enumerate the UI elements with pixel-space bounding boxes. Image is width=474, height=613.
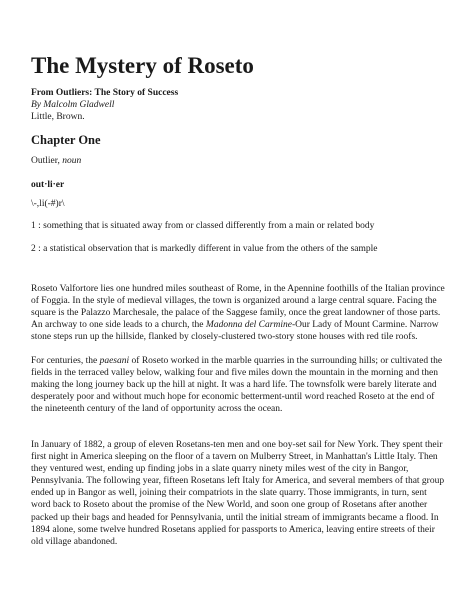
paragraph-2-text-b: of Roseto worked in the marble quarries in the surrounding hills; or cultivated the fields in the terraced valley below, walking four and five miles down the mountain in the morning and then making the long journey back up the hill at night. It was a hard life. The townsfolk were barely literate and desperately poor and without much hope for economic betterment-until word reached Roseto at the end of the nineteenth century of the land of opportunity across the ocean. (31, 356, 443, 415)
syllabification: out·li·er (31, 180, 65, 190)
publisher-line: Little, Brown. (31, 112, 85, 122)
chapter-heading: Chapter One (31, 133, 101, 147)
definition-sense-1: 1 : something that is situated away from or classed differently from a main or related body (31, 221, 375, 231)
source-block (31, 87, 178, 123)
paragraph-2-text-a: For centuries, the (31, 356, 100, 366)
definition-headword (31, 155, 81, 167)
headword: Outlier, (31, 156, 63, 166)
paragraph-1-text-a: Roseto Valfortore lies one hundred miles southeast of Rome, in the Apennine foothills of the Italian province of Foggia. In the style of medieval villages, the town is organized around a large central square. Facing the square is the Palazzo Marchesale, the palace of the Saggese family, once the great landowner of those parts. An archway to one side leads to a church, the (31, 284, 445, 331)
paragraph-1 (31, 283, 447, 343)
author-line: By Malcolm Gladwell (31, 100, 115, 110)
paragraph-3: In January of 1882, a group of eleven Rosetans-ten men and one boy-set sail for New York. They spent their first night in America sleeping on the floor of a tavern on Mulberry Street, in Manhattan's Little Italy. Then they ventured west, ending up finding jobs in a slate quarry ninety miles west of the city in Bangor, Pennsylvania. The following year, fifteen Rosetans left Italy for America, and several members of that group ended up in Bangor as well, joining their compatriots in the slate quarry. Those immigrants, in turn, sent word back to Roseto about the promise of the New World, and soon one group of Rosetans after another packed up their bags and headed for Pennsylvania, until the initial stream of immigrants became a flood. In 1894 alone, some twelve hundred Rosetans applied for passports to America, leaving entire streets of their old village abandoned. (31, 440, 445, 547)
paragraph-1-italic: Madonna del Carmine (205, 320, 292, 331)
paragraph-2 (31, 355, 447, 415)
book-title: From Outliers: The Story of Success (31, 88, 179, 98)
part-of-speech: noun (62, 156, 82, 166)
paragraph-2-italic: paesani (99, 356, 130, 366)
pronunciation: \-,li(-#)r\ (31, 199, 65, 209)
definition-sense-2: 2 : a statistical observation that is markedly different in value from the others of the sample (31, 244, 378, 254)
paragraph-1-text-b: -Our Lady of Mount Carmine. Narrow stone steps run up the hillside, flanked by closely-clustered two-story stone houses with red tile roofs. (31, 320, 439, 343)
document-title: The Mystery of Roseto (31, 53, 254, 78)
